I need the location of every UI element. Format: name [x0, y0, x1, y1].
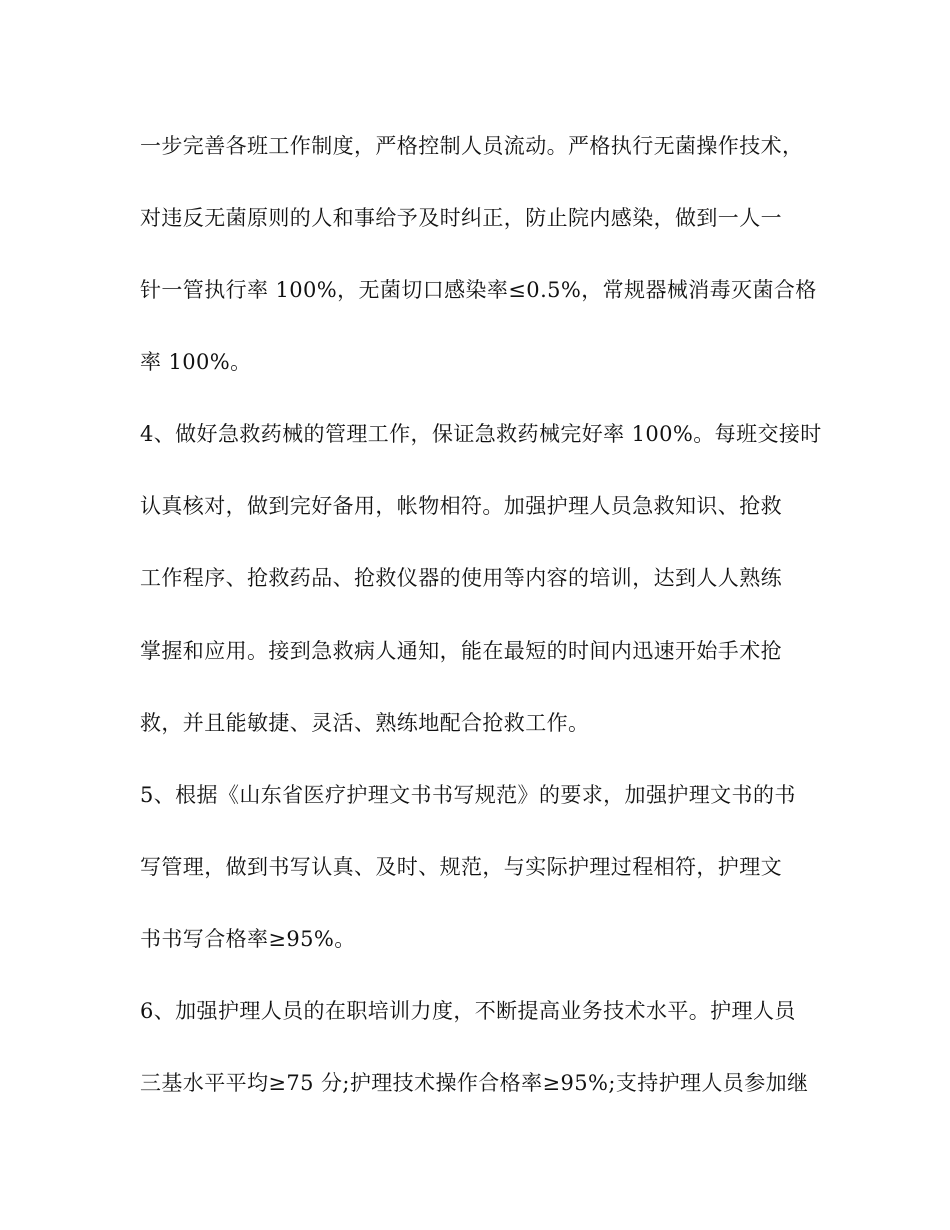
- text-line: 书书写合格率≥95%。: [140, 927, 356, 951]
- text-line: 工作程序、抢救药品、抢救仪器的使用等内容的培训，达到人人熟练: [140, 566, 782, 590]
- text-line: 4、做好急救药械的管理工作，保证急救药械完好率 100%。每班交接时: [140, 422, 822, 446]
- text-line: 率 100%。: [140, 350, 252, 374]
- text-line: 救，并且能敏捷、灵活、熟练地配合抢救工作。: [140, 711, 590, 735]
- text-line: 对违反无菌原则的人和事给予及时纠正，防止院内感染，做到一人一: [140, 206, 782, 230]
- text-line: 认真核对，做到完好备用，帐物相符。加强护理人员急救知识、抢救: [140, 494, 782, 518]
- text-line: 掌握和应用。接到急救病人通知，能在最短的时间内迅速开始手术抢: [140, 639, 782, 663]
- text-line: 针一管执行率 100%，无菌切口感染率≤0.5%，常规器械消毒灭菌合格: [140, 278, 817, 302]
- text-line: 三基水平平均≥75 分;护理技术操作合格率≥95%;支持护理人员参加继: [140, 1071, 809, 1095]
- text-line: 写管理，做到书写认真、及时、规范，与实际护理过程相符，护理文: [140, 855, 782, 879]
- text-line: 5、根据《山东省医疗护理文书书写规范》的要求，加强护理文书的书: [140, 783, 796, 807]
- text-line: 6、加强护理人员的在职培训力度，不断提高业务技术水平。护理人员: [140, 999, 796, 1023]
- text-line: 一步完善各班工作制度，严格控制人员流动。严格执行无菌操作技术，: [140, 134, 804, 158]
